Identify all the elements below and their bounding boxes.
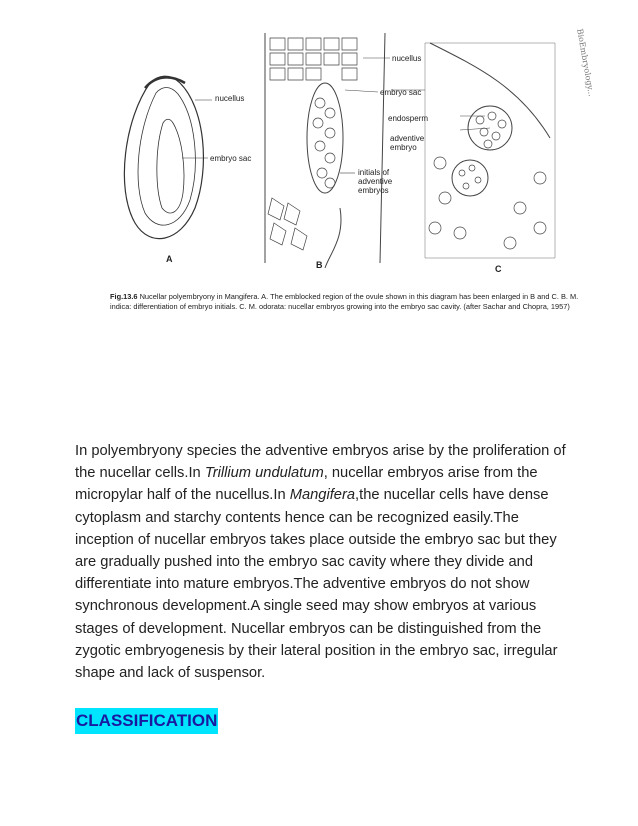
label-endosperm: endosperm [388, 114, 429, 123]
label-adventive-embryo: adventive embryo [390, 134, 425, 152]
species-name-trillium: Trillium undulatum [204, 465, 324, 482]
ovule-diagram-a [124, 76, 212, 238]
panel-label-a: A [166, 254, 173, 264]
label-embryo-sac-a: embryo sac [210, 154, 252, 163]
section-heading-classification: CLASSIFICATION [75, 708, 218, 734]
caption-text: Nucellar polyembryony in Mangifera. A. The emblocked region of the ovule shown in this diagram has been enlarged in B and C. B. M. indica: differentiation of embryo initials. C. M. odorata: nucellar embryos growing into the embryo sac cavity. (after Sachar and Chopra, 1957) [110, 292, 579, 311]
caption-figure-number: Fig.13.6 [110, 292, 138, 301]
figure-nucellar-polyembryony [100, 28, 600, 328]
label-nucellus-b: nucellus [392, 54, 422, 63]
figure-caption [110, 292, 595, 312]
body-text-part-2: , nucellar embryos arise from the micropylar half of the nucellus.In [75, 465, 538, 504]
label-nucellus-a: nucellus [215, 94, 245, 103]
label-initials: initials of adventive embryos [358, 168, 393, 195]
body-paragraph [75, 440, 575, 684]
panel-label-c: C [495, 264, 502, 274]
watermark: BioEmbryology... [575, 28, 596, 98]
label-embryo-sac-b: embryo sac [380, 88, 422, 97]
genus-name-mangifera: Mangifera [289, 487, 356, 504]
figure-illustration [100, 28, 600, 328]
tissue-diagram-b [265, 33, 390, 268]
panel-label-b: B [316, 260, 323, 270]
body-text-part-3: ,the nucellar cells have dense cytoplasm and starchy contents hence can be recognized easily.The inception of nucellar embryos takes place outside the embryo sac but they are gradually pushed into the embryo sac cavity where they divide and differentiate into mature embryos.The adventive embryos do not show synchronous development.A single seed may show embryos at various stages of development. Nucellar embryos can be distinguished from the zygotic embryogenesis by their lateral position in the embryo sac, irregular shape and lack of suspensor. [75, 487, 558, 682]
body-text-part-1: In polyembryony species the adventive embryos arise by the proliferation of the nucellar cells.In [75, 443, 566, 482]
